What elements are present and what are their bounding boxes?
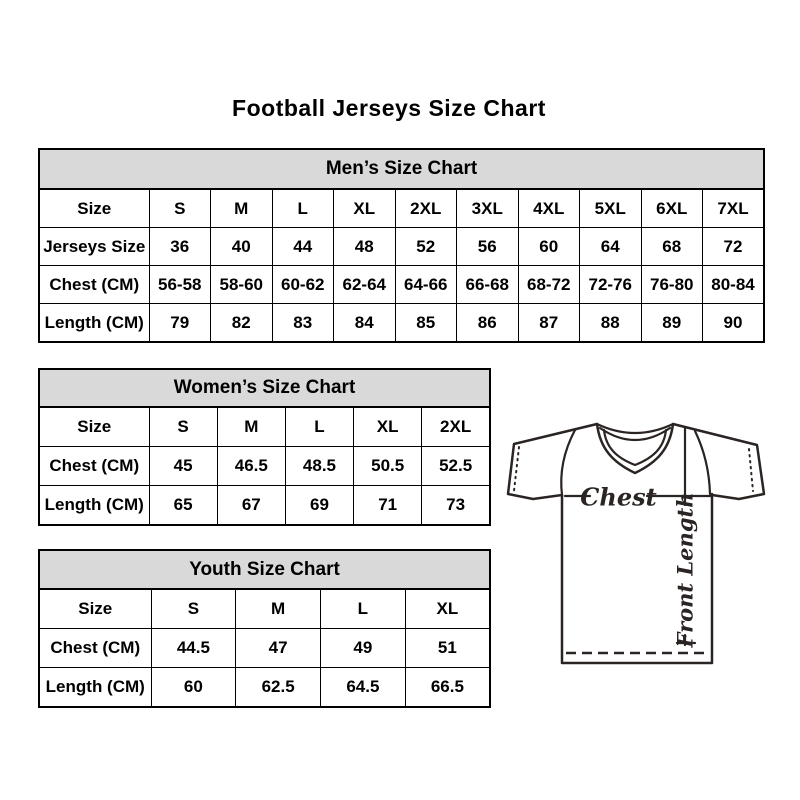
women-table-title: Women’s Size Chart: [39, 369, 490, 407]
youth-table-row: [39, 668, 490, 708]
value-cell: 64: [580, 228, 642, 266]
men-table-title: Men’s Size Chart: [39, 149, 764, 189]
value-cell: 73: [422, 486, 490, 526]
value-cell: XL: [354, 407, 422, 447]
value-cell: 46.5: [217, 447, 285, 486]
youth-table-row: [39, 629, 490, 668]
value-cell: S: [149, 407, 217, 447]
jersey-illustration-svg: [496, 402, 772, 674]
value-cell: 51: [405, 629, 490, 668]
youth-table-row: [39, 589, 490, 629]
value-cell: 68-72: [518, 266, 580, 304]
value-cell: 85: [395, 304, 457, 343]
men-table-row: [39, 266, 764, 304]
value-cell: 3XL: [457, 189, 519, 228]
value-cell: 69: [285, 486, 353, 526]
value-cell: 5XL: [580, 189, 642, 228]
value-cell: 44.5: [151, 629, 236, 668]
jersey-left-sleeve-seam: [561, 430, 575, 495]
value-cell: 86: [457, 304, 519, 343]
value-cell: 79: [149, 304, 211, 343]
value-cell: 4XL: [518, 189, 580, 228]
chest-measure-label: Chest: [580, 482, 657, 512]
value-cell: 48: [334, 228, 396, 266]
row-label-cell: Length (CM): [39, 668, 151, 708]
value-cell: 47: [236, 629, 321, 668]
jersey-left-cuff-stitch: [514, 447, 519, 491]
row-label-cell: Size: [39, 189, 149, 228]
men-table-row: [39, 228, 764, 266]
mens-size-table: [38, 148, 765, 343]
value-cell: 44: [272, 228, 334, 266]
value-cell: 2XL: [395, 189, 457, 228]
jersey-collar-back-arc: [597, 424, 673, 433]
value-cell: 60: [518, 228, 580, 266]
value-cell: 45: [149, 447, 217, 486]
value-cell: 80-84: [703, 266, 765, 304]
value-cell: 48.5: [285, 447, 353, 486]
value-cell: XL: [405, 589, 490, 629]
value-cell: M: [236, 589, 321, 629]
value-cell: 76-80: [641, 266, 703, 304]
value-cell: 52.5: [422, 447, 490, 486]
value-cell: 82: [211, 304, 273, 343]
row-label-cell: Chest (CM): [39, 266, 149, 304]
value-cell: S: [149, 189, 211, 228]
value-cell: 60-62: [272, 266, 334, 304]
row-label-cell: Chest (CM): [39, 447, 149, 486]
value-cell: XL: [334, 189, 396, 228]
value-cell: M: [217, 407, 285, 447]
jersey-right-sleeve-seam: [695, 431, 710, 494]
value-cell: 7XL: [703, 189, 765, 228]
value-cell: 72-76: [580, 266, 642, 304]
value-cell: 6XL: [641, 189, 703, 228]
value-cell: 58-60: [211, 266, 273, 304]
value-cell: 56-58: [149, 266, 211, 304]
value-cell: 64.5: [321, 668, 406, 708]
value-cell: 84: [334, 304, 396, 343]
value-cell: 62.5: [236, 668, 321, 708]
value-cell: 52: [395, 228, 457, 266]
value-cell: 67: [217, 486, 285, 526]
value-cell: 66.5: [405, 668, 490, 708]
value-cell: 83: [272, 304, 334, 343]
value-cell: 50.5: [354, 447, 422, 486]
value-cell: 2XL: [422, 407, 490, 447]
value-cell: 72: [703, 228, 765, 266]
row-label-cell: Size: [39, 407, 149, 447]
value-cell: 56: [457, 228, 519, 266]
jersey-right-cuff-stitch: [749, 449, 753, 491]
value-cell: 87: [518, 304, 580, 343]
page-title: Football Jerseys Size Chart: [232, 95, 546, 121]
value-cell: 66-68: [457, 266, 519, 304]
row-label-cell: Size: [39, 589, 151, 629]
row-label-cell: Length (CM): [39, 304, 149, 343]
value-cell: 40: [211, 228, 273, 266]
value-cell: L: [272, 189, 334, 228]
men-table-row: [39, 189, 764, 228]
row-label-cell: Chest (CM): [39, 629, 151, 668]
youth-table-title: Youth Size Chart: [39, 550, 490, 589]
row-label-cell: Length (CM): [39, 486, 149, 526]
value-cell: 89: [641, 304, 703, 343]
value-cell: 49: [321, 629, 406, 668]
youth-size-table: [38, 549, 491, 708]
women-table-row: [39, 447, 490, 486]
value-cell: 71: [354, 486, 422, 526]
value-cell: 64-66: [395, 266, 457, 304]
value-cell: L: [285, 407, 353, 447]
jersey-measurement-diagram: [496, 402, 772, 674]
women-table-row: [39, 407, 490, 447]
front-length-label: Front Length: [672, 492, 698, 648]
value-cell: 68: [641, 228, 703, 266]
value-cell: 62-64: [334, 266, 396, 304]
value-cell: M: [211, 189, 273, 228]
value-cell: 90: [703, 304, 765, 343]
value-cell: 60: [151, 668, 236, 708]
women-table-row: [39, 486, 490, 526]
row-label-cell: Jerseys Size: [39, 228, 149, 266]
men-table-row: [39, 304, 764, 343]
womens-size-table: [38, 368, 491, 526]
value-cell: S: [151, 589, 236, 629]
value-cell: 36: [149, 228, 211, 266]
value-cell: 88: [580, 304, 642, 343]
value-cell: 65: [149, 486, 217, 526]
value-cell: L: [321, 589, 406, 629]
